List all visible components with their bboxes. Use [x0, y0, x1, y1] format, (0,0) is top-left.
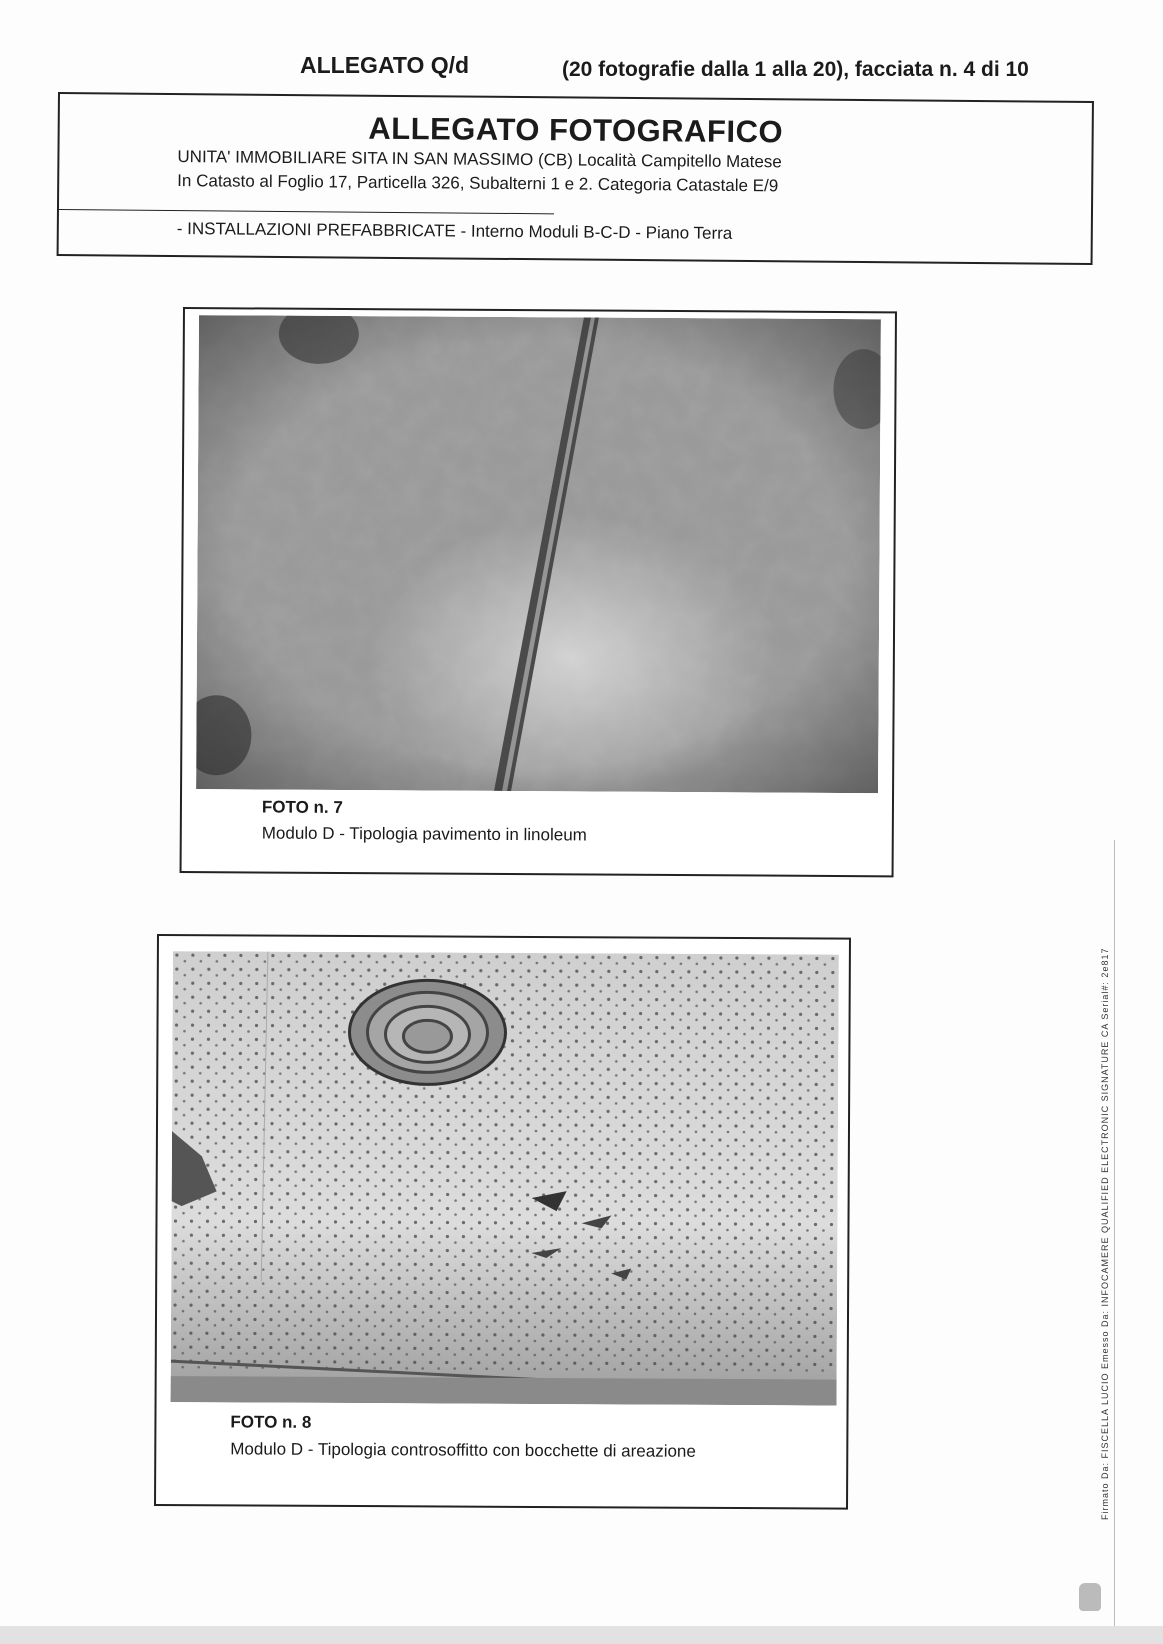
- photo-7-caption-desc: Modulo D - Tipologia pavimento in linoleum: [261, 823, 587, 845]
- margin-rule: [1114, 840, 1115, 1630]
- cadastre-line: In Catasto al Foglio 17, Particella 326, Subalterni 1 e 2. Categoria Catastale E/9: [177, 171, 779, 196]
- photo-frame-8: [154, 934, 851, 1510]
- stamp-icon: [1079, 1583, 1101, 1611]
- section-line: - INSTALLAZIONI PREFABBRICATE - Interno Moduli B-C-D - Piano Terra: [176, 219, 733, 243]
- attachment-header-line: [300, 52, 1100, 92]
- attachment-label: ALLEGATO Q/d: [300, 52, 470, 78]
- header-box: [57, 92, 1094, 265]
- header-divider: [59, 209, 554, 214]
- photo-8-caption-desc: Modulo D - Tipologia controsoffitto con bocchette di areazione: [230, 1439, 696, 1461]
- property-line: UNITA' IMMOBILIARE SITA IN SAN MASSIMO (CB) Località Campitello Matese: [177, 147, 782, 172]
- photos-range: (20 fotografie dalla 1 alla 20), facciata n. 4 di 10: [562, 58, 1029, 81]
- photo-ceiling-vent: [171, 951, 839, 1405]
- photo-frame-7: [180, 307, 897, 877]
- document-title: ALLEGATO FOTOGRAFICO: [368, 110, 784, 150]
- digital-signature-note: Firmato Da: FISCELLA LUCIO Emesso Da: INFOCAMERE QUALIFIED ELECTRONIC SIGNATURE CA Serial#: 2e817: [1100, 947, 1110, 1520]
- scan-edge: [0, 1626, 1163, 1644]
- photo-7-caption-title: FOTO n. 7: [261, 797, 343, 817]
- photo-8-caption-title: FOTO n. 8: [230, 1412, 312, 1432]
- photo-linoleum-floor: [196, 315, 881, 793]
